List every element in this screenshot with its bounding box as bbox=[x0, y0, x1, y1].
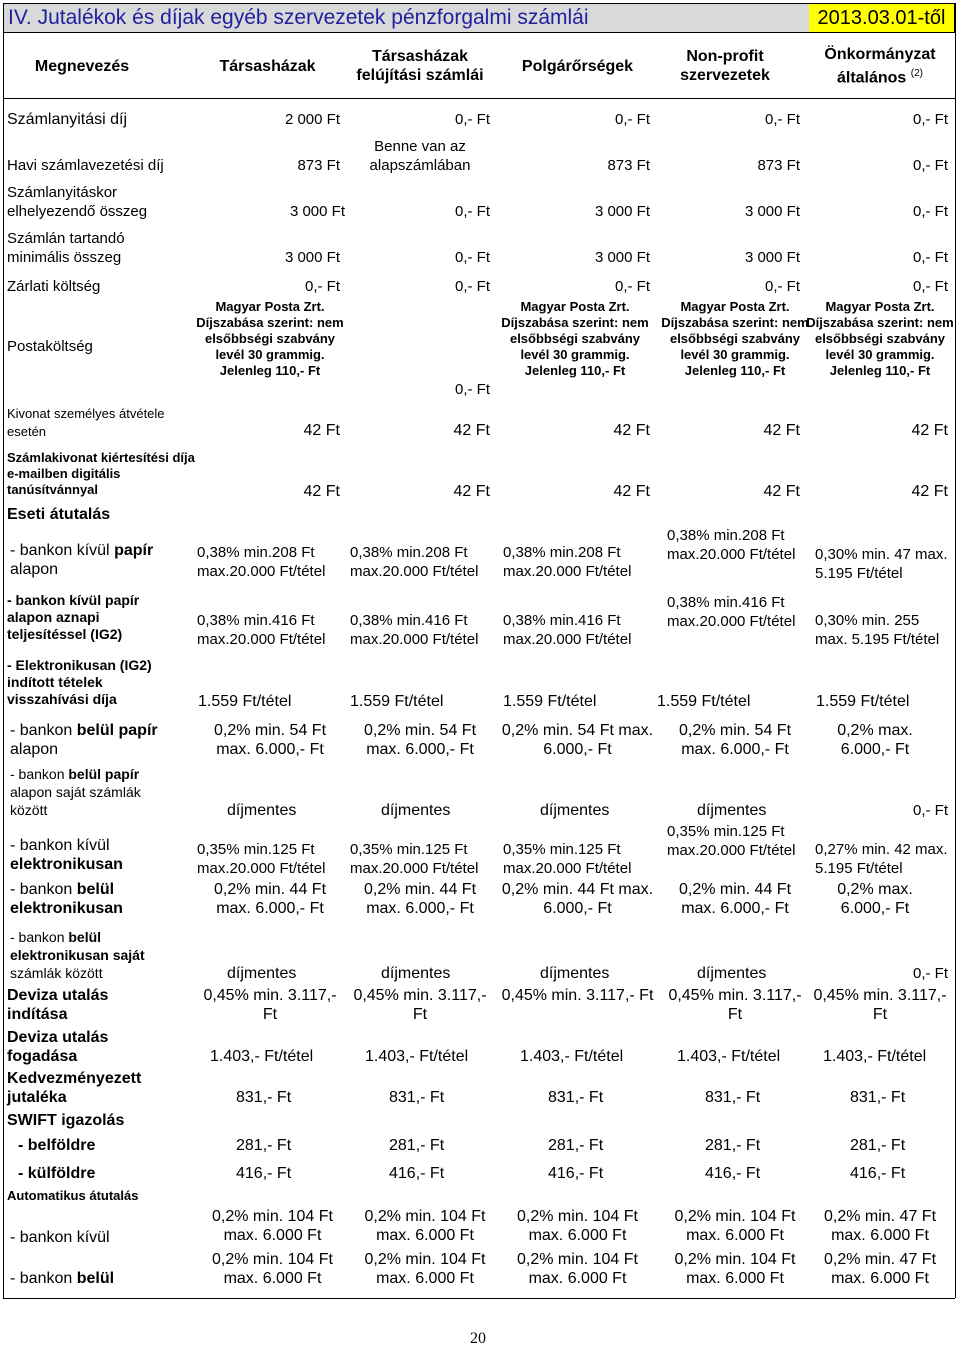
cell: 0,38% min.208 Ft max.20.000 Ft/tétel bbox=[350, 544, 479, 580]
cell: 3 000 Ft bbox=[744, 249, 800, 266]
label-part-bold: elektronikusan saját bbox=[10, 947, 145, 963]
cell: 0,2% max. 6.000,- Ft bbox=[837, 881, 913, 917]
row-label-minimalis: Számlán tartandó minimális összeg bbox=[7, 230, 125, 266]
cell: 0,2% min. 47 Ft max. 6.000 Ft bbox=[823, 1208, 937, 1244]
cell: 0,45% min. 3.117,- Ft bbox=[203, 987, 337, 1023]
row-label-belul-elektr-sajat bbox=[10, 928, 145, 982]
cell: 873 Ft bbox=[297, 157, 340, 174]
cell: 3 000 Ft bbox=[289, 203, 345, 220]
label-part: - bankon bbox=[10, 722, 77, 739]
cell: 42 Ft bbox=[763, 483, 800, 500]
cell: 0,2% min. 104 Ft max. 6.000 Ft bbox=[517, 1208, 638, 1244]
cell: 0,- Ft bbox=[912, 965, 948, 982]
cell: 1.403,- Ft/tétel bbox=[210, 1048, 314, 1065]
row-label-kivul-elektr bbox=[10, 836, 123, 874]
cell: 416,- Ft bbox=[236, 1165, 292, 1182]
cell: 42 Ft bbox=[613, 483, 650, 500]
page-number: 20 bbox=[470, 1330, 486, 1347]
row-label-elhelyezendo: Számlanyitáskor elhelyezendő összeg bbox=[7, 184, 148, 220]
cell: 42 Ft bbox=[453, 422, 490, 439]
cell: díjmentes bbox=[697, 802, 767, 819]
row-label-emailes: Számlakivonat kiértesítési díja e-mailben digitális tanúsítvánnyal bbox=[7, 450, 195, 497]
label-part-bold: papír bbox=[114, 542, 154, 559]
cell: 0,2% min. 104 Ft max. 6.000 Ft bbox=[212, 1208, 333, 1244]
row-label-kivul-papir bbox=[10, 541, 153, 579]
table-border-bottom bbox=[3, 1298, 955, 1299]
cell: 281,- Ft bbox=[548, 1137, 604, 1154]
label-part-bold: elektronikusan bbox=[10, 900, 123, 917]
cell: 0,38% min.208 Ft max.20.000 Ft/tétel bbox=[667, 527, 796, 563]
cell: 0,2% min. 104 Ft max. 6.000 Ft bbox=[364, 1208, 486, 1244]
cell: 2 000 Ft bbox=[284, 111, 340, 128]
cell: 0,35% min.125 Ft max.20.000 Ft/tétel bbox=[197, 841, 326, 877]
row-label-kedvezmenyezett: Kedvezményezett jutaléka bbox=[7, 1070, 142, 1106]
cell: 42 Ft bbox=[911, 483, 948, 500]
cell: Magyar Posta Zrt. Díjszabása szerint: nem elsőbbségi szabvány levél 30 grammig. Jelenleg 110,- Ft bbox=[806, 299, 954, 378]
row-label-aznapi: - bankon kívül papír alapon aznapi teljesítéssel (IG2) bbox=[7, 592, 140, 642]
cell: díjmentes bbox=[381, 802, 451, 819]
cell: 0,- Ft bbox=[912, 249, 948, 266]
cell: 0,38% min.208 Ft max.20.000 Ft/tétel bbox=[197, 544, 326, 580]
cell: 0,- Ft bbox=[912, 157, 948, 174]
cell: díjmentes bbox=[540, 965, 610, 982]
cell: 1.403,- Ft/tétel bbox=[677, 1048, 781, 1065]
cell: 0,2% max. 6.000,- Ft bbox=[837, 722, 913, 758]
cell: 1.559 Ft/tétel bbox=[350, 693, 444, 710]
cell: 281,- Ft bbox=[850, 1137, 906, 1154]
cell: 42 Ft bbox=[763, 422, 800, 439]
cell: 3 000 Ft bbox=[284, 249, 340, 266]
cell: 0,2% min. 54 Ft max. 6.000,- Ft bbox=[213, 722, 327, 758]
cell: 0,- Ft bbox=[912, 111, 948, 128]
cell: 0,2% min. 104 Ft max. 6.000 Ft bbox=[674, 1208, 796, 1244]
cell: 0,27% min. 42 max. 5.195 Ft/tétel bbox=[815, 841, 948, 877]
cell: 42 Ft bbox=[303, 422, 340, 439]
label-part-bold: belül papír bbox=[76, 722, 158, 739]
effective-date-badge: 2013.03.01-től bbox=[809, 4, 954, 32]
cell: 42 Ft bbox=[613, 422, 650, 439]
cell: 0,38% min.416 Ft max.20.000 Ft/tétel bbox=[667, 594, 796, 630]
row-label-belfoldre: - belföldre bbox=[18, 1137, 96, 1154]
cell: 416,- Ft bbox=[705, 1165, 761, 1182]
cell: 416,- Ft bbox=[548, 1165, 604, 1182]
cell: 0,- Ft bbox=[454, 381, 490, 398]
label-part: alapon saját számlák között bbox=[10, 784, 141, 818]
cell: 42 Ft bbox=[453, 483, 490, 500]
section-automatikus: Automatikus átutalás bbox=[7, 1188, 139, 1203]
page-title: IV. Jutalékok és díjak egyéb szervezetek pénzforgalmi számlái bbox=[8, 6, 589, 29]
cell: 1.403,- Ft/tétel bbox=[365, 1048, 469, 1065]
col-header-nonprofit: Non-profit szervezetek bbox=[680, 48, 770, 84]
row-label-zarlati: Zárlati költség bbox=[7, 278, 101, 295]
cell: 1.559 Ft/tétel bbox=[657, 693, 751, 710]
cell: 1.559 Ft/tétel bbox=[816, 693, 910, 710]
cell: 0,35% min.125 Ft max.20.000 Ft/tétel bbox=[667, 823, 796, 859]
cell: 831,- Ft bbox=[236, 1089, 292, 1106]
header-divider bbox=[3, 98, 955, 99]
label-part-bold: belül papír bbox=[68, 766, 140, 782]
cell: 1.403,- Ft/tétel bbox=[520, 1048, 624, 1065]
cell: 0,- Ft bbox=[764, 111, 800, 128]
row-label-kulfoldre: - külföldre bbox=[18, 1165, 96, 1182]
title-bar bbox=[3, 3, 955, 33]
cell: 281,- Ft bbox=[236, 1137, 292, 1154]
onkormanyzat-label: Önkormányzat általános bbox=[824, 45, 936, 87]
row-label-auto-belul bbox=[10, 1269, 114, 1288]
col-header-tarsashazak: Társasházak bbox=[219, 57, 316, 75]
cell: 0,45% min. 3.117,- Ft bbox=[813, 987, 947, 1023]
table-border-right bbox=[955, 3, 956, 1298]
cell: 0,- Ft bbox=[454, 278, 490, 295]
cell: 0,45% min. 3.117,- Ft bbox=[353, 987, 487, 1023]
cell: 873 Ft bbox=[757, 157, 800, 174]
cell: 0,- Ft bbox=[912, 278, 948, 295]
cell: 0,- Ft bbox=[614, 111, 650, 128]
cell: 0,2% min. 54 Ft max. 6.000,- Ft bbox=[678, 722, 792, 758]
label-part: alapon bbox=[10, 561, 59, 578]
row-label-deviza-inditasa: Deviza utalás indítása bbox=[7, 987, 109, 1023]
cell: 42 Ft bbox=[911, 422, 948, 439]
cell: díjmentes bbox=[697, 965, 767, 982]
section-swift: SWIFT igazolás bbox=[7, 1112, 125, 1129]
cell: 0,2% min. 104 Ft max. 6.000 Ft bbox=[212, 1251, 333, 1287]
cell: 0,- Ft bbox=[454, 203, 490, 220]
cell: Benne van az alapszámlában bbox=[369, 138, 471, 174]
cell: 416,- Ft bbox=[389, 1165, 445, 1182]
label-part-bold: belül bbox=[76, 1270, 115, 1287]
cell: Magyar Posta Zrt. Díjszabása szerint: nem elsőbbségi szabvány levél 30 grammig. Jelenleg 110,- Ft bbox=[661, 299, 809, 378]
cell: díjmentes bbox=[381, 965, 451, 982]
cell: 0,- Ft bbox=[912, 802, 948, 819]
col-header-polgarorsegek: Polgárőrségek bbox=[521, 57, 634, 75]
row-label-visszahivas: - Elektronikusan (IG2) indított tételek visszahívási díja bbox=[7, 657, 152, 707]
cell: 0,30% min. 47 max. 5.195 Ft/tétel bbox=[815, 546, 948, 582]
cell: Magyar Posta Zrt. Díjszabása szerint: nem elsőbbségi szabvány levél 30 grammig. Jelenleg 110,- Ft bbox=[196, 299, 344, 378]
cell: 3 000 Ft bbox=[744, 203, 800, 220]
cell: díjmentes bbox=[227, 802, 297, 819]
cell: 0,35% min.125 Ft max.20.000 Ft/tétel bbox=[350, 841, 479, 877]
label-part: - bankon bbox=[10, 1270, 77, 1287]
cell: 1.559 Ft/tétel bbox=[198, 693, 292, 710]
cell: 0,2% min. 54 Ft max. 6.000,- Ft bbox=[501, 722, 654, 758]
cell: 831,- Ft bbox=[548, 1089, 604, 1106]
cell: 0,35% min.125 Ft max.20.000 Ft/tétel bbox=[503, 841, 632, 877]
cell: 0,2% min. 104 Ft max. 6.000 Ft bbox=[517, 1251, 638, 1287]
cell: 0,- Ft bbox=[764, 278, 800, 295]
label-part: számlák között bbox=[10, 965, 103, 981]
label-part: - bankon bbox=[10, 881, 77, 898]
cell: 0,38% min.416 Ft max.20.000 Ft/tétel bbox=[503, 612, 632, 648]
cell: Magyar Posta Zrt. Díjszabása szerint: nem elsőbbségi szabvány levél 30 grammig. Jelenleg 110,- Ft bbox=[501, 299, 649, 378]
row-label-belul-sajat bbox=[10, 765, 160, 819]
cell: 0,2% min. 44 Ft max. 6.000,- Ft bbox=[678, 881, 792, 917]
cell: 0,2% min. 44 Ft max. 6.000,- Ft bbox=[363, 881, 477, 917]
cell: 3 000 Ft bbox=[594, 249, 650, 266]
cell: 281,- Ft bbox=[705, 1137, 761, 1154]
cell: 3 000 Ft bbox=[594, 203, 650, 220]
cell: 1.559 Ft/tétel bbox=[503, 693, 597, 710]
row-label-havi: Havi számlavezetési díj bbox=[7, 157, 164, 174]
col-header-felujitasi: Társasházak felújítási számlái bbox=[356, 48, 484, 84]
cell: 0,45% min. 3.117,- Ft bbox=[668, 987, 802, 1023]
col-header-megnevezes: Megnevezés bbox=[34, 57, 130, 75]
cell: 0,- Ft bbox=[614, 278, 650, 295]
label-part: - bankon bbox=[10, 929, 69, 945]
cell: 0,2% min. 44 Ft max. 6.000,- Ft bbox=[501, 881, 654, 917]
cell: 0,2% min. 104 Ft max. 6.000 Ft bbox=[674, 1251, 796, 1287]
label-part: alapon bbox=[10, 741, 59, 758]
cell: 42 Ft bbox=[303, 483, 340, 500]
footnote-ref: (2) bbox=[910, 67, 924, 79]
cell: 0,45% min. 3.117,- Ft bbox=[501, 987, 654, 1004]
label-part-bold: elektronikusan bbox=[10, 856, 123, 873]
cell: 281,- Ft bbox=[389, 1137, 445, 1154]
row-label-posta: Postaköltség bbox=[7, 338, 93, 355]
cell: 0,- Ft bbox=[304, 278, 340, 295]
row-label-belul-elektr bbox=[10, 880, 123, 918]
table-border-left bbox=[3, 3, 4, 1298]
cell: 0,- Ft bbox=[454, 111, 490, 128]
cell: 0,2% min. 44 Ft max. 6.000,- Ft bbox=[213, 881, 327, 917]
row-label-auto-kivul: - bankon kívül bbox=[10, 1229, 110, 1246]
cell: 873 Ft bbox=[607, 157, 650, 174]
section-eseti: Eseti átutalás bbox=[7, 506, 111, 523]
col-header-onkormanyzat bbox=[805, 34, 955, 98]
cell: 831,- Ft bbox=[389, 1089, 445, 1106]
label-part: - bankon kívül bbox=[10, 542, 115, 559]
cell: 831,- Ft bbox=[850, 1089, 906, 1106]
cell: 831,- Ft bbox=[705, 1089, 761, 1106]
cell: 0,38% min.208 Ft max.20.000 Ft/tétel bbox=[503, 544, 632, 580]
cell: díjmentes bbox=[227, 965, 297, 982]
cell: 0,2% min. 104 Ft max. 6.000 Ft bbox=[364, 1251, 486, 1287]
row-label-szamlanyitasi: Számlanyitási díj bbox=[7, 111, 128, 128]
row-label-deviza-fogadasa: Deviza utalás fogadása bbox=[7, 1029, 109, 1065]
cell: 0,2% min. 47 Ft max. 6.000 Ft bbox=[823, 1251, 937, 1287]
label-part: - bankon bbox=[10, 766, 69, 782]
cell: 0,38% min.416 Ft max.20.000 Ft/tétel bbox=[197, 612, 326, 648]
cell: 0,30% min. 255 max. 5.195 Ft/tétel bbox=[815, 612, 940, 648]
label-part: - bankon kívül bbox=[10, 837, 110, 854]
label-part-bold: belül bbox=[68, 929, 102, 945]
cell: 0,- Ft bbox=[454, 249, 490, 266]
cell: 0,38% min.416 Ft max.20.000 Ft/tétel bbox=[350, 612, 479, 648]
row-label-kivonat: Kivonat személyes átvétele esetén bbox=[7, 406, 165, 439]
row-label-belul-papir bbox=[10, 721, 158, 759]
label-part-bold: belül bbox=[76, 881, 115, 898]
cell: 1.403,- Ft/tétel bbox=[823, 1048, 927, 1065]
cell: díjmentes bbox=[540, 802, 610, 819]
cell: 0,2% min. 54 Ft max. 6.000,- Ft bbox=[363, 722, 477, 758]
cell: 416,- Ft bbox=[850, 1165, 906, 1182]
cell: 0,- Ft bbox=[912, 203, 948, 220]
